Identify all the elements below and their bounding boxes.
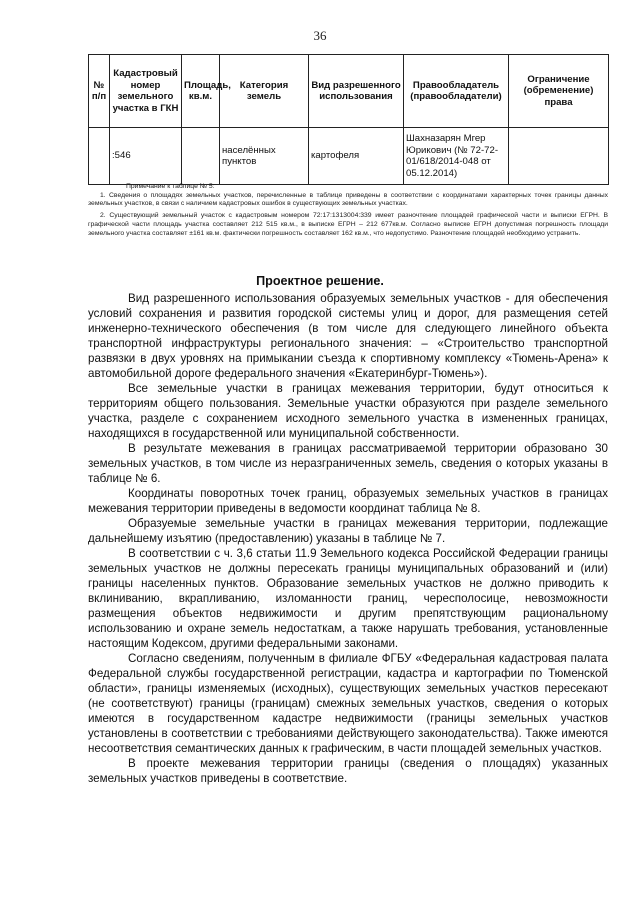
paragraph: В соответствии с ч. 3,6 статьи 11.9 Земельного кодекса Российской Федерации границы земельных участков не должны пересекать границы муниципальных образований и (или) границы населенных пунктов. Образование земельных участков не должно приводить к вклиниванию, вкрапливанию, изломанности границ, чересполосице, невозможности размещения объектов недвижимости и другим препятствующим рациональному использованию и охране земель недостаткам, а также нарушать требования, установленные настоящим Кодексом, другими федеральными законами. bbox=[88, 547, 608, 650]
land-plots-table bbox=[88, 54, 609, 185]
paragraph: Координаты поворотных точек границ, образуемых земельных участков в границах межевания территории приведены в ведомости координат таблица № 8. bbox=[88, 487, 608, 515]
paragraph: Вид разрешенного использования образуемых земельных участков - для обеспечения условий сохранения и развития городской системы улиц и дорог, для размещения сетей инженерно-технического обеспечения (в том числе для следующего линейного объекта транспортной инфраструктуры регионального значения: – «Строительство транспортной развязки в двух уровнях на примыкании съезда к спортивному комплексу «Тюмень-Арена» к автомобильной дороге федерального значения «Екатеринбург-Тюмень»). bbox=[88, 292, 608, 380]
section-title: Проектное решение. bbox=[256, 274, 384, 288]
header-use: Вид разрешенного использования bbox=[309, 55, 404, 128]
paragraph: Образуемые земельные участки в границах межевания территории, подлежащие дальнейшему изъятию (предоставлению) указаны в таблице № 7. bbox=[88, 517, 608, 545]
header-cadastral: Кадастровый номер земельного участка в ГКН bbox=[110, 55, 182, 128]
header-category: Категория земель bbox=[220, 55, 309, 128]
cell-area bbox=[182, 128, 220, 185]
note-1: 1. Сведения о площадях земельных участков, перечисленные в таблице приведены в соответствии с координатами характерных точек границы данных земельных участков, в связи с наличием кадастровых ошибок в существующих земельных участках. bbox=[88, 191, 608, 208]
paragraph: Все земельные участки в границах межевания территории, будут относиться к территориям общего пользования. Земельные участки образуются при разделе земельного участка, разделе с сохранением исходного земельного участка в измененных границах, находящихся в государственной или муниципальной собственности. bbox=[88, 382, 608, 440]
paragraph: Согласно сведениям, полученным в филиале ФГБУ «Федеральная кадастровая палата Федеральной службы государственной регистрации, кадастра и картографии по Тюменской области», границы изменяемых (исходных), существующих земельных участков пересекают (не соответствуют) границы (границам) смежных земельных участков, сведения о которых имеются в государственном кадастре недвижимости (границы земельных участков установлены в соответствии с требованиями действующего законодательства). Также имеются несоответствия семантических данных к графическим, в части площадей земельных участков. bbox=[88, 652, 608, 755]
cell-restriction bbox=[509, 128, 609, 185]
header-num: № п/п bbox=[89, 55, 110, 128]
header-area: Площадь, кв.м. bbox=[182, 55, 220, 128]
note-2: 2. Существующий земельный участок с кадастровым номером 72:17:1313004:339 имеет разночтение площадей графической части и выписки ЕГРН. В графической части площадь участка составляет 212 515 кв.м., в выписке ЕГРН – 212 677кв.м. Согласно выписке ЕГРН допустимая погрешность площади земельного участка составляет ±161 кв.м. фактически погрешность составляет 162 кв.м., что недопустимо. Разночтение площадей необходимо устранить. bbox=[88, 212, 608, 237]
cell-num bbox=[89, 128, 110, 185]
cell-owner: Шахназарян Мгер Юрикович (№ 72-72-01/618/2014-048 от 05.12.2014) bbox=[404, 128, 509, 185]
paragraph: В результате межевания в границах рассматриваемой территории образовано 30 земельных участков, в том числе из неразграниченных земель, сведения о которых указаны в таблице № 6. bbox=[88, 442, 608, 485]
cell-category: населённых пунктов bbox=[220, 128, 309, 185]
table-row bbox=[89, 128, 609, 185]
section-body bbox=[88, 291, 608, 786]
cell-use: картофеля bbox=[309, 128, 404, 185]
table-header-row bbox=[89, 55, 609, 128]
paragraph: В проекте межевания территории границы (сведения о площадях) указанных земельных участков приведены в соответствие. bbox=[88, 757, 608, 785]
notes-title: Примечание к таблице № 5: bbox=[126, 183, 215, 190]
header-owner: Правообладатель (правообладатели) bbox=[404, 55, 509, 128]
cell-cadastral: :546 bbox=[110, 128, 182, 185]
table-notes bbox=[88, 183, 608, 238]
header-restriction: Ограничение (обременение) права bbox=[509, 55, 609, 128]
page-number: 36 bbox=[313, 28, 327, 43]
